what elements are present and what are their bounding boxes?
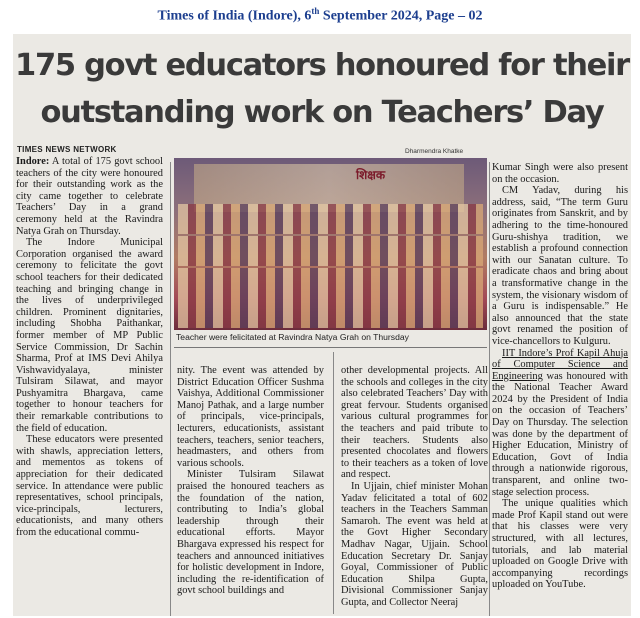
photo-row (178, 268, 483, 298)
source-line (0, 6, 640, 25)
column-divider (489, 162, 490, 616)
headline-line-2: outstanding work on Teachers’ Day (40, 95, 604, 130)
source-rest: September 2024, Page – 02 (319, 8, 483, 24)
paragraph: These educators were presented with shawls, appreciation letters, and mementos as tokens of appreciation for their dedicated service. In attendance were public representatives, school principals, vice-principals, lecturers, educationists, and many others from the educational commu- (16, 434, 163, 538)
headline-line-1: 175 govt educators honoured for their (15, 48, 629, 83)
byline: TIMES NEWS NETWORK (17, 145, 117, 154)
photo-row (178, 204, 483, 234)
paragraph: The Indore Municipal Corporation organised the award ceremony to felicitate the govt school teachers for their dedicated teaching and bringing change in the lives of underprivileged children. Prominent dignitaries, including Shobha Paithankar, former member of MP Public Service Commission, Dr Sachin Sharma, Prof at IMS Devi Ahilya Vishwavidyalaya, minister Tulsiram Silawat, and mayor Pushyamitra Bhargava, came together to honour teachers for their remarkable contributions to the field of education. (16, 237, 163, 434)
source-suffix: th (311, 6, 320, 16)
newspaper-clipping (13, 34, 631, 616)
paragraph: Kumar Singh were also present on the occasion. (492, 162, 628, 185)
article-column-1 (16, 156, 163, 539)
paragraph: In Ujjain, chief minister Mohan Yadav felicitated a total of 602 teachers in the Teachers Samman Samaroh. The event was held at the Govt Higher Secondary Madhav Nagar, Ujjain. School Education Secretary Dr. Sanjay Goyal, Commissioner of Public Education Shilpa Gupta, Divisional Commissioner Sanjay Gupta, and Collector Neeraj (341, 480, 488, 608)
column-divider (333, 352, 334, 614)
column-divider (170, 162, 171, 616)
underlined-award-text: IIT Indore’s Prof Kapil Ahuja of Computer Science and Engineering (492, 347, 628, 382)
photo-row (178, 236, 483, 266)
photo-row (178, 298, 483, 328)
photo-caption: Teacher were felicitated at Ravindra Natya Grah on Thursday (176, 332, 409, 342)
paragraph: Minister Tulsiram Silawat praised the honoured teachers as the foundation of the nation, contributing to India’s global leadership through their educational efforts. Mayor Bhargava expressed his respect for teachers and announced initiatives for holistic development in Indore, including the re-identification of govt school buildings and (177, 469, 324, 597)
paragraph-text: A total of 175 govt school teachers of the city were honoured for their outstanding work as the city came together to celebrate Teachers’ Day in a grand ceremony held at the Ravindra Natya Grah on Thursday. (16, 156, 163, 237)
paragraph: CM Yadav, during his address, said, “The term Guru originates from Sanskrit, and by adhering to the time-honoured Guru-shishya tradition, we establish a profound connection with our Sanatan culture. To eradicate chaos and bring about a transformative change in the system, the visionary wisdom of a Guru is indispensable.” He also announced that the state govt renamed the position of vice-chancellors to Kulguru. (492, 185, 628, 347)
paragraph (16, 156, 163, 237)
paragraph: other developmental projects. All the schools and colleges in the city also celebrated Teachers’ Day with great fervour. Students organised various cultural programmes for the teachers and paid tribute to their teachers. Students also presented chocolates and flowers to their teachers as a token of love and respect. (341, 365, 488, 481)
paragraph (492, 348, 628, 499)
photo-credit: Dharmendra Khatke (405, 148, 464, 155)
group-photo (174, 158, 487, 330)
paragraph: nity. The event was attended by District Education Officer Sushma Vaishya, Additional Commissioner Manoj Pathak, and a large number of principals, vice-principals, lecturers, educationists, assistant teachers, teachers, senior teachers, headmasters, and others from various schools. (177, 365, 324, 469)
article-column-2 (177, 365, 324, 597)
paragraph: The unique qualities which made Prof Kapil stand out were that his classes were very structured, with all lectures, tutorials, and lab material uploaded on Google Drive with accompanying recordings uploaded on YouTube. (492, 498, 628, 591)
paragraph-text: was honoured with the National Teacher Award 2024 by the President of India on the occasion of Teachers’ Day on Thursday. The selection was done by the department of Higher Education, Ministry of Education, Govt of India through a nationwide rigorous, transparent, and online two-stage selection process. (492, 370, 628, 498)
source-prefix: Times of India (Indore), 6 (157, 8, 312, 24)
banner-text: शिक्षक (356, 168, 386, 182)
article-column-3 (341, 365, 488, 608)
caption-rule (174, 347, 487, 348)
dateline: Indore: (16, 156, 50, 167)
article-column-4 (492, 162, 628, 591)
